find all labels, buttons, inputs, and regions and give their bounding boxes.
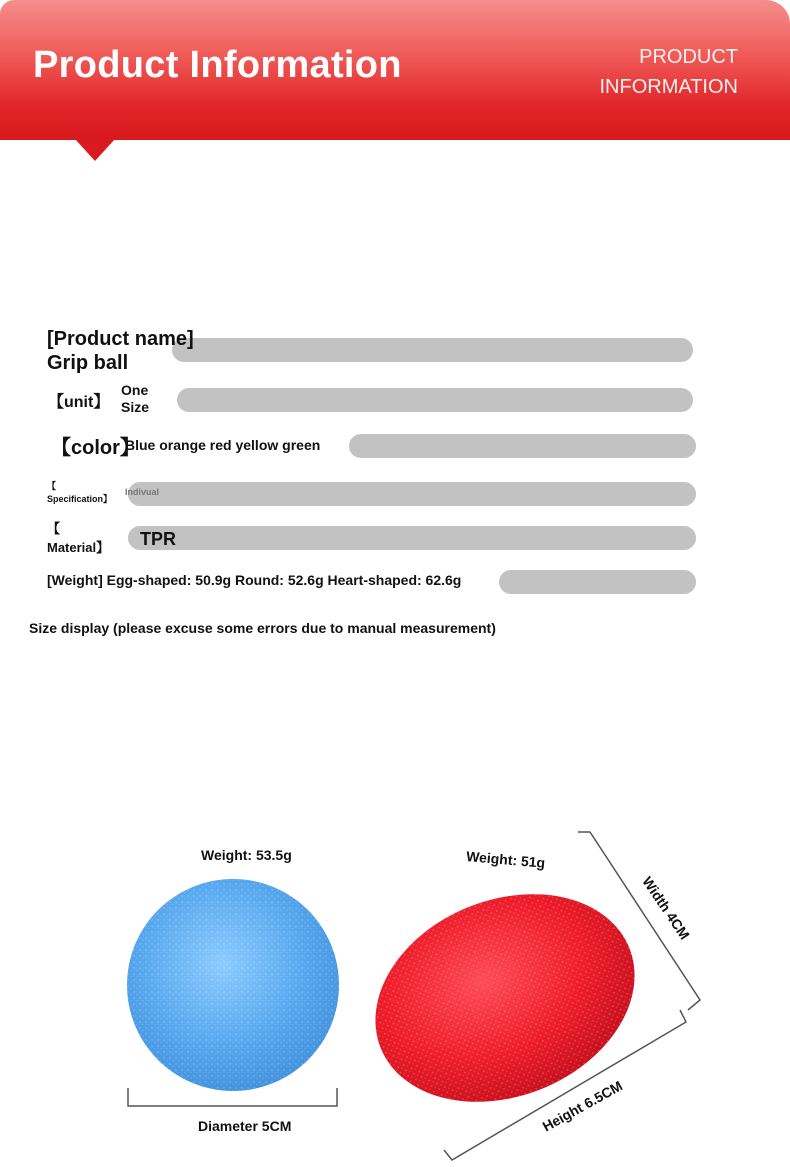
page-title: Product Information (33, 44, 402, 86)
unit-label: 【unit】 (48, 394, 110, 411)
material-label: Material】 (47, 540, 110, 555)
specification-label: Specification】 (47, 494, 113, 504)
round-ball-weight: Weight: 53.5g (201, 847, 292, 863)
subtitle-line-1: PRODUCT (639, 46, 738, 68)
material-value: TPR (140, 529, 176, 549)
egg-ball-width: Width 4CM (639, 873, 693, 943)
round-ball-texture (127, 879, 339, 1091)
product-name-label: [Product name] (47, 328, 194, 350)
size-note: Size display (please excuse some errors due to manual measurement) (29, 620, 496, 636)
weight-line: [Weight] Egg-shaped: 50.9g Round: 52.6g Heart-shaped: 62.6g (47, 572, 462, 588)
color-label: 【color】 (51, 437, 140, 459)
material-label-bracket: 【 (47, 521, 61, 536)
egg-ball-weight: Weight: 51g (465, 848, 546, 871)
round-ball-diameter: Diameter 5CM (198, 1118, 292, 1134)
specification-value: Indivual (125, 487, 160, 497)
egg-ball-height: Height 6.5CM (539, 1077, 626, 1135)
specification-label-bracket: 【 (47, 481, 57, 491)
color-value: Blue orange red yellow green (125, 437, 321, 453)
egg-ball-texture (344, 857, 666, 1139)
unit-value: One Size (121, 382, 150, 415)
product-name-value: Grip ball (47, 352, 129, 374)
subtitle-line-2: INFORMATION (599, 76, 738, 98)
